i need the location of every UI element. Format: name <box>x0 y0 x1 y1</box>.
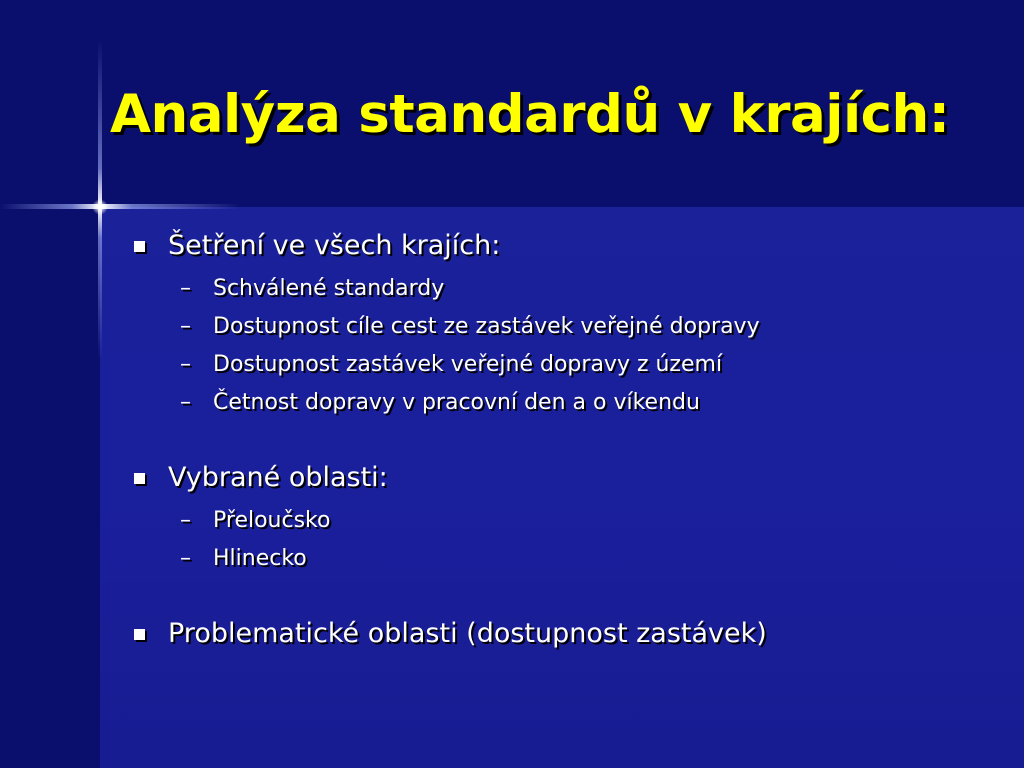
dash-icon: – <box>180 508 191 533</box>
bullet-list <box>128 222 1008 658</box>
sub-bullet-item <box>168 308 1008 346</box>
square-bullet-icon <box>134 629 145 640</box>
dash-icon: – <box>180 390 191 415</box>
sub-bullet-item <box>168 270 1008 308</box>
sub-bullet-list <box>168 270 1008 422</box>
sparkle-star-icon <box>92 199 108 215</box>
sub-bullet-item <box>168 384 1008 422</box>
sub-bullet-item <box>168 346 1008 384</box>
sub-bullet-text: Dostupnost zastávek veřejné dopravy z území <box>213 352 723 377</box>
bullet-text: Problematické oblasti (dostupnost zastávek) <box>168 618 767 649</box>
bullet-item <box>128 222 1008 422</box>
sub-bullet-text: Dostupnost cíle cest ze zastávek veřejné dopravy <box>213 314 760 339</box>
sub-bullet-text: Přeloučsko <box>213 508 331 533</box>
slide-title: Analýza standardů v krajích: <box>110 84 950 145</box>
dash-icon: – <box>180 276 191 301</box>
dash-icon: – <box>180 546 191 571</box>
dash-icon: – <box>180 352 191 377</box>
square-bullet-icon <box>134 473 145 484</box>
sub-bullet-text: Schválené standardy <box>213 276 445 301</box>
bullet-item <box>128 454 1008 578</box>
square-bullet-icon <box>134 241 145 252</box>
bullet-item <box>128 610 1008 658</box>
sparkle-horizontal-ray <box>0 204 240 209</box>
dash-icon: – <box>180 314 191 339</box>
sub-bullet-item <box>168 540 1008 578</box>
bullet-text: Vybrané oblasti: <box>168 462 388 493</box>
bullet-text: Šetření ve všech krajích: <box>168 230 501 261</box>
sub-bullet-text: Hlinecko <box>213 546 307 571</box>
sub-bullet-item <box>168 502 1008 540</box>
sub-bullet-text: Četnost dopravy v pracovní den a o víkendu <box>213 390 700 415</box>
sub-bullet-list <box>168 502 1008 578</box>
